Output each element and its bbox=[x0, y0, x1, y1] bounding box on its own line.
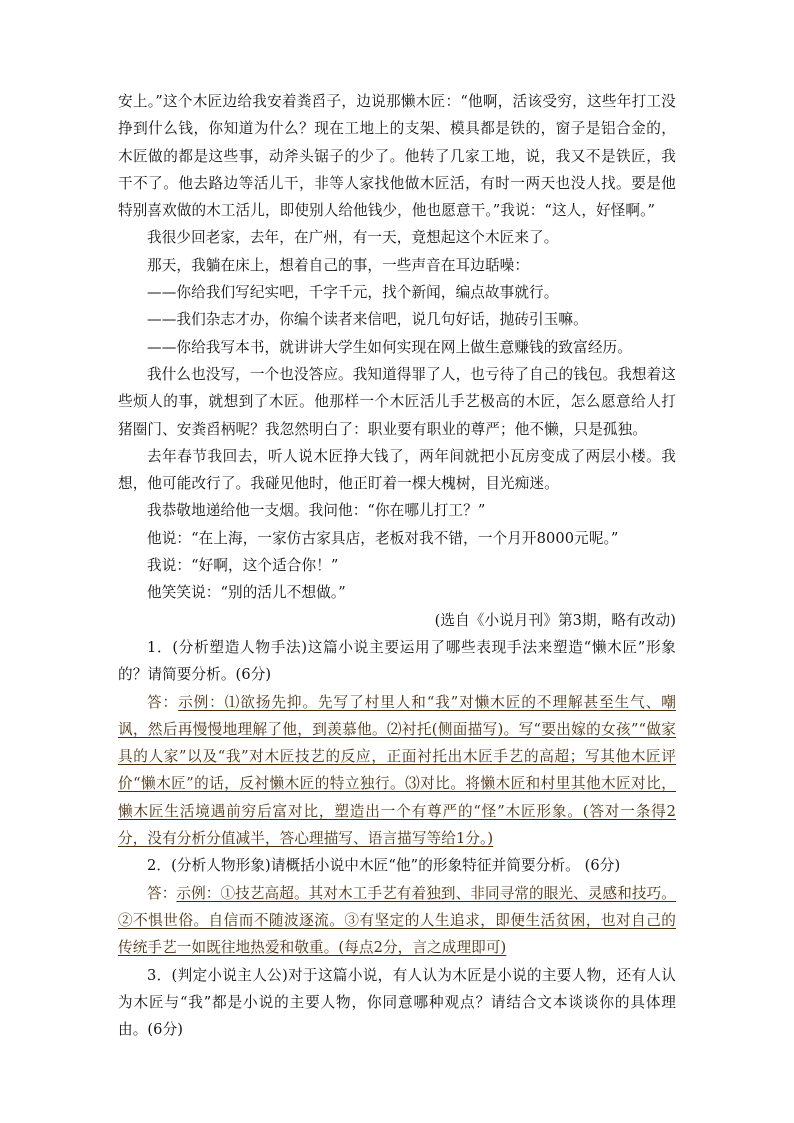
story-paragraph: 我恭敬地递给他一支烟。我问他：“你在哪儿打工？” bbox=[147, 502, 486, 520]
story-paragraph: ——你给我们写纪实吧，千字千元，找个新闻，编点故事就行。 bbox=[147, 284, 559, 302]
answer-text: 示例：⑴欲扬先抑。先写了村里人和“我”对懒木匠的不理解甚至生气、嘲讽，然后再慢慢地理解了他，到羡慕他。⑵衬托(侧面描写)。写“要出嫁的女孩”“做家具的人家”以及“我”对木匠技艺的反应，正面衬托出木匠手艺的高超；写其他木匠评价“懒木匠”的话，反衬懒木匠的特立独行。⑶对比。将懒木匠和村里其他木匠对比，懒木匠生活境遇前穷后富对比，塑造出一个有尊严的“怪”木匠形象。(答对一条得2分，没有分析分值减半，答心理描写、语言描写等给1分。) bbox=[118, 693, 676, 848]
story-paragraph: 他笑笑说：“别的活儿不想做。” bbox=[147, 584, 346, 602]
question-3: 3．(判定小说主人公)对于这篇小说，有人认为木匠是小说的主要人物，还有人认为木匠与“我”都是小说的主要人物，你同意哪种观点？请结合文本谈谈你的具体理由。(6分) bbox=[118, 966, 676, 1039]
answer-2 bbox=[118, 880, 676, 962]
story-paragraph: 我很少回老家，去年，在广州，有一天，竟想起这个木匠来了。 bbox=[147, 229, 559, 247]
story-paragraph: 那天，我躺在床上，想着自己的事，一些声音在耳边聒噪： bbox=[147, 256, 530, 274]
story-paragraph: 他说：“在上海，一家仿古家具店，老板对我不错，一个月开8000元呢。” bbox=[147, 529, 619, 547]
answer-1 bbox=[118, 689, 676, 853]
story-paragraph: 去年春节我回去，听人说木匠挣大钱了，两年间就把小瓦房变成了两层小楼。我想，他可能改行了。我碰见他时，他正盯着一棵大槐树，目光痴迷。 bbox=[118, 447, 676, 493]
story-paragraph: ——你给我写本书，就讲讲大学生如何实现在网上做生意赚钱的致富经历。 bbox=[147, 338, 632, 356]
story-paragraph: 我什么也没写，一个也没答应。我知道得罪了人，也亏待了自己的钱包。我想着这些烦人的事，就想到了木匠。他那样一个木匠活儿手艺极高的木匠，怎么愿意给人打猪圈门、安粪舀柄呢？我忽然明白了：职业要有职业的尊严；他不懒，只是孤独。 bbox=[118, 365, 676, 438]
story-paragraph: ——我们杂志才办，你编个读者来信吧，说几句好话，抛砖引玉嘛。 bbox=[147, 311, 588, 329]
story-paragraph: 安上。”这个木匠边给我安着粪舀子，边说那懒木匠：“他啊，活该受穷，这些年打工没挣到什么钱，你知道为什么？现在工地上的支架、模具都是铁的，窗子是铝合金的，木匠做的都是这些事，动斧头锯子的少了。他转了几家工地，说，我又不是铁匠，我干不了。他去路边等活儿干，非等人家找他做木匠活，有时一两天也没人找。要是他特别喜欢做的木工活儿，即使别人给他钱少，他也愿意干。”我说：“这人，好怪啊。” bbox=[118, 93, 676, 220]
question-1: 1．(分析塑造人物手法)这篇小说主要运用了哪些表现手法来塑造“懒木匠”形象的？请简要分析。(6分) bbox=[118, 638, 676, 684]
answer-prefix: 答： bbox=[147, 693, 179, 711]
story-paragraph: 我说：“好啊，这个适合你！” bbox=[147, 557, 339, 575]
answer-text: 示例：①技艺高超。其对木工手艺有着独到、非同寻常的眼光、灵感和技巧。②不惧世俗。自信而不随波逐流。③有坚定的人生追求，即便生活贫困，也对自己的传统手艺一如既往地热爱和敬重。(每点2分，言之成理即可) bbox=[118, 884, 676, 957]
document-page bbox=[118, 88, 676, 1043]
answer-prefix: 答： bbox=[147, 884, 177, 902]
question-2: 2．(分析人物形象)请概括小说中木匠“他”的形象特征并简要分析。 (6分) bbox=[147, 857, 621, 875]
source-citation: (选自《小说月刊》第3期，略有改动) bbox=[434, 611, 676, 629]
